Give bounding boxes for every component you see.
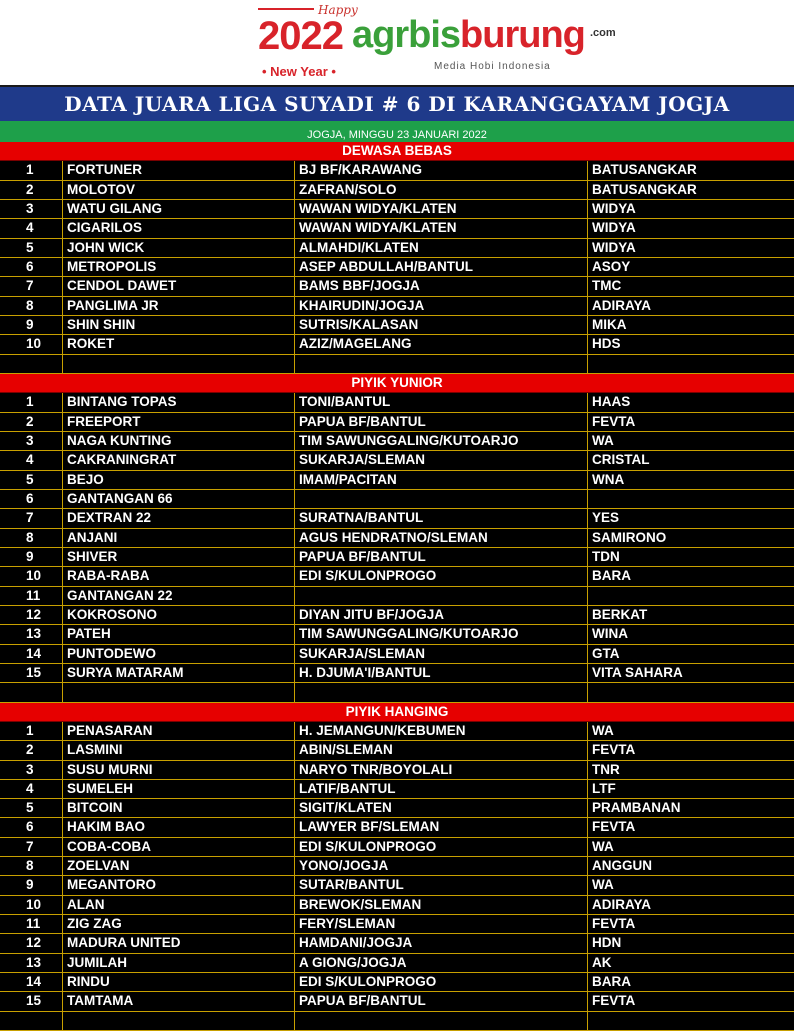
table-row bbox=[0, 664, 794, 683]
table-row bbox=[0, 181, 794, 200]
team-cell: WNA bbox=[592, 471, 625, 487]
section-title: PIYIK YUNIOR bbox=[351, 374, 443, 390]
rank-cell: 11 bbox=[0, 587, 63, 605]
owner-cell: TIM SAWUNGGALING/KUTOARJO bbox=[295, 625, 588, 643]
team-cell bbox=[588, 683, 794, 701]
owner-cell: HAMDANI/JOGJA bbox=[295, 934, 588, 952]
rank-cell: 8 bbox=[0, 857, 63, 875]
table-row bbox=[0, 277, 794, 296]
bird-name-cell: DEXTRAN 22 bbox=[63, 509, 295, 527]
bird-name-cell: FREEPORT bbox=[63, 413, 295, 431]
logo-decor-line bbox=[258, 8, 314, 10]
team-cell: ADIRAYA bbox=[592, 297, 652, 313]
owner-cell: SURATNA/BANTUL bbox=[295, 509, 588, 527]
owner-cell: SUKARJA/SLEMAN bbox=[295, 451, 588, 469]
table-row bbox=[0, 355, 794, 374]
rank-cell: 9 bbox=[0, 876, 63, 894]
section-title: PIYIK HANGING bbox=[345, 703, 449, 719]
team-cell: CRISTAL bbox=[592, 452, 650, 468]
bird-name-cell: PENASARAN bbox=[63, 722, 295, 740]
team-cell: TMC bbox=[592, 278, 622, 294]
rank-cell: 10 bbox=[0, 896, 63, 914]
team-cell: VITA SAHARA bbox=[592, 664, 683, 680]
table-row bbox=[0, 818, 794, 837]
owner-cell: EDI S/KULONPROGO bbox=[295, 973, 588, 991]
bird-name-cell: SHIVER bbox=[63, 548, 295, 566]
bird-name-cell: GANTANGAN 66 bbox=[63, 490, 295, 508]
rank-cell: 10 bbox=[0, 335, 63, 353]
owner-cell: H. DJUMA'I/BANTUL bbox=[295, 664, 588, 682]
bird-name-cell: WATU GILANG bbox=[63, 200, 295, 218]
team-cell: WA bbox=[592, 838, 614, 854]
owner-cell bbox=[295, 355, 588, 373]
bird-name-cell: ALAN bbox=[63, 896, 295, 914]
section-header bbox=[0, 142, 794, 161]
bird-name-cell: METROPOLIS bbox=[63, 258, 295, 276]
rank-cell: 12 bbox=[0, 606, 63, 624]
bird-name-cell: TAMTAMA bbox=[63, 992, 295, 1010]
bird-name-cell: ZOELVAN bbox=[63, 857, 295, 875]
table-row bbox=[0, 335, 794, 354]
team-cell: YES bbox=[592, 510, 620, 526]
rank-cell: 4 bbox=[0, 451, 63, 469]
table-row bbox=[0, 722, 794, 741]
owner-cell: WAWAN WIDYA/KLATEN bbox=[295, 200, 588, 218]
table-row bbox=[0, 915, 794, 934]
rank-cell: 4 bbox=[0, 780, 63, 798]
owner-cell: BREWOK/SLEMAN bbox=[295, 896, 588, 914]
team-cell: BARA bbox=[592, 568, 631, 584]
table-row bbox=[0, 161, 794, 180]
owner-cell: SUTRIS/KALASAN bbox=[295, 316, 588, 334]
owner-cell: EDI S/KULONPROGO bbox=[295, 838, 588, 856]
rank-cell: 2 bbox=[0, 413, 63, 431]
team-cell bbox=[588, 587, 794, 605]
bird-name-cell: JOHN WICK bbox=[63, 239, 295, 257]
team-cell: GTA bbox=[592, 645, 620, 661]
team-cell: FEVTA bbox=[592, 916, 636, 932]
bird-name-cell: FORTUNER bbox=[63, 161, 295, 179]
team-cell: AK bbox=[592, 954, 612, 970]
bird-name-cell: PUNTODEWO bbox=[63, 645, 295, 663]
results-table bbox=[0, 142, 794, 1031]
owner-cell: DIYAN JITU BF/JOGJA bbox=[295, 606, 588, 624]
table-row bbox=[0, 857, 794, 876]
page-title: DATA JUARA LIGA SUYADI # 6 DI KARANGGAYAM JOGJA bbox=[64, 92, 730, 116]
table-row bbox=[0, 645, 794, 664]
bird-name-cell: CENDOL DAWET bbox=[63, 277, 295, 295]
rank-cell: 14 bbox=[0, 645, 63, 663]
section-header bbox=[0, 703, 794, 722]
owner-cell: FERY/SLEMAN bbox=[295, 915, 588, 933]
rank-cell: 5 bbox=[0, 799, 63, 817]
logo-brand-burung: burung bbox=[460, 14, 585, 56]
logo-dotcom: .com bbox=[590, 27, 616, 39]
team-cell: HDN bbox=[592, 935, 622, 951]
table-row bbox=[0, 200, 794, 219]
owner-cell: PAPUA BF/BANTUL bbox=[295, 413, 588, 431]
rank-cell bbox=[0, 355, 63, 373]
bird-name-cell bbox=[63, 683, 295, 701]
rank-cell: 5 bbox=[0, 471, 63, 489]
table-row bbox=[0, 316, 794, 335]
team-cell: WIDYA bbox=[592, 239, 636, 255]
team-cell: BATUSANGKAR bbox=[592, 162, 697, 178]
rank-cell: 6 bbox=[0, 818, 63, 836]
bird-name-cell: NAGA KUNTING bbox=[63, 432, 295, 450]
team-cell: WA bbox=[592, 722, 614, 738]
bird-name-cell: BEJO bbox=[63, 471, 295, 489]
rank-cell: 3 bbox=[0, 200, 63, 218]
table-row bbox=[0, 896, 794, 915]
bird-name-cell: MADURA UNITED bbox=[63, 934, 295, 952]
owner-cell: PAPUA BF/BANTUL bbox=[295, 992, 588, 1010]
rank-cell bbox=[0, 683, 63, 701]
table-row bbox=[0, 490, 794, 509]
rank-cell: 6 bbox=[0, 490, 63, 508]
owner-cell: PAPUA BF/BANTUL bbox=[295, 548, 588, 566]
owner-cell: AGUS HENDRATNO/SLEMAN bbox=[295, 529, 588, 547]
team-cell: BARA bbox=[592, 974, 631, 990]
table-row bbox=[0, 529, 794, 548]
site-logo bbox=[0, 0, 794, 85]
table-row bbox=[0, 683, 794, 702]
bird-name-cell: LASMINI bbox=[63, 741, 295, 759]
owner-cell: SUTAR/BANTUL bbox=[295, 876, 588, 894]
logo-happy-text: Happy bbox=[318, 3, 358, 17]
rank-cell: 9 bbox=[0, 316, 63, 334]
bird-name-cell: SHIN SHIN bbox=[63, 316, 295, 334]
owner-cell: BAMS BBF/JOGJA bbox=[295, 277, 588, 295]
team-cell: FEVTA bbox=[592, 413, 636, 429]
bird-name-cell: PATEH bbox=[63, 625, 295, 643]
bird-name-cell: ZIG ZAG bbox=[63, 915, 295, 933]
owner-cell: TIM SAWUNGGALING/KUTOARJO bbox=[295, 432, 588, 450]
team-cell: FEVTA bbox=[592, 993, 636, 1009]
bird-name-cell: RABA-RABA bbox=[63, 567, 295, 585]
team-cell: HAAS bbox=[592, 394, 631, 410]
bird-name-cell: HAKIM BAO bbox=[63, 818, 295, 836]
team-cell: FEVTA bbox=[592, 819, 636, 835]
event-date: JOGJA, MINGGU 23 JANUARI 2022 bbox=[0, 128, 794, 142]
rank-cell: 4 bbox=[0, 219, 63, 237]
table-row bbox=[0, 219, 794, 238]
owner-cell: WAWAN WIDYA/KLATEN bbox=[295, 219, 588, 237]
table-row bbox=[0, 876, 794, 895]
rank-cell bbox=[0, 1012, 63, 1030]
table-row bbox=[0, 761, 794, 780]
rank-cell: 2 bbox=[0, 181, 63, 199]
table-row bbox=[0, 741, 794, 760]
team-cell: TDN bbox=[592, 548, 620, 564]
logo-tagline: Media Hobi Indonesia bbox=[434, 61, 551, 72]
rank-cell: 6 bbox=[0, 258, 63, 276]
bird-name-cell: BINTANG TOPAS bbox=[63, 393, 295, 411]
owner-cell: NARYO TNR/BOYOLALI bbox=[295, 761, 588, 779]
bird-name-cell: CIGARILOS bbox=[63, 219, 295, 237]
rank-cell: 7 bbox=[0, 509, 63, 527]
team-cell bbox=[588, 490, 794, 508]
owner-cell: ASEP ABDULLAH/BANTUL bbox=[295, 258, 588, 276]
table-row bbox=[0, 973, 794, 992]
team-cell: ASOY bbox=[592, 258, 631, 274]
logo-brand bbox=[352, 14, 585, 57]
rank-cell: 9 bbox=[0, 548, 63, 566]
owner-cell: LATIF/BANTUL bbox=[295, 780, 588, 798]
owner-cell: H. JEMANGUN/KEBUMEN bbox=[295, 722, 588, 740]
team-cell bbox=[588, 355, 794, 373]
rank-cell: 1 bbox=[0, 393, 63, 411]
owner-cell: A GIONG/JOGJA bbox=[295, 954, 588, 972]
rank-cell: 14 bbox=[0, 973, 63, 991]
rank-cell: 5 bbox=[0, 239, 63, 257]
logo-new-year-text: New Year bbox=[270, 64, 328, 79]
table-row bbox=[0, 548, 794, 567]
bird-name-cell: RINDU bbox=[63, 973, 295, 991]
team-cell: WA bbox=[592, 432, 614, 448]
bird-name-cell: KOKROSONO bbox=[63, 606, 295, 624]
rank-cell: 7 bbox=[0, 838, 63, 856]
rank-cell: 1 bbox=[0, 722, 63, 740]
rank-cell: 7 bbox=[0, 277, 63, 295]
table-row bbox=[0, 471, 794, 490]
owner-cell: LAWYER BF/SLEMAN bbox=[295, 818, 588, 836]
owner-cell bbox=[295, 683, 588, 701]
rank-cell: 8 bbox=[0, 297, 63, 315]
bird-name-cell: CAKRANINGRAT bbox=[63, 451, 295, 469]
bird-name-cell: MEGANTORO bbox=[63, 876, 295, 894]
rank-cell: 2 bbox=[0, 741, 63, 759]
owner-cell: SIGIT/KLATEN bbox=[295, 799, 588, 817]
team-cell bbox=[588, 1012, 794, 1030]
bird-name-cell: ROKET bbox=[63, 335, 295, 353]
logo-brand-bis: bis bbox=[408, 14, 461, 56]
owner-cell bbox=[295, 1012, 588, 1030]
owner-cell: AZIZ/MAGELANG bbox=[295, 335, 588, 353]
owner-cell bbox=[295, 490, 588, 508]
bird-name-cell bbox=[63, 355, 295, 373]
table-row bbox=[0, 934, 794, 953]
owner-cell: IMAM/PACITAN bbox=[295, 471, 588, 489]
owner-cell: SUKARJA/SLEMAN bbox=[295, 645, 588, 663]
bird-name-cell: COBA-COBA bbox=[63, 838, 295, 856]
owner-cell: BJ BF/KARAWANG bbox=[295, 161, 588, 179]
team-cell: PRAMBANAN bbox=[592, 800, 681, 816]
team-cell: SAMIRONO bbox=[592, 529, 667, 545]
team-cell: LTF bbox=[592, 780, 616, 796]
bird-name-cell: MOLOTOV bbox=[63, 181, 295, 199]
table-row bbox=[0, 838, 794, 857]
rank-cell: 12 bbox=[0, 934, 63, 952]
team-cell: BERKAT bbox=[592, 606, 648, 622]
team-cell: WA bbox=[592, 877, 614, 893]
owner-cell: ABIN/SLEMAN bbox=[295, 741, 588, 759]
bird-name-cell: BITCOIN bbox=[63, 799, 295, 817]
logo-brand-agr: agr bbox=[352, 14, 409, 56]
owner-cell: YONO/JOGJA bbox=[295, 857, 588, 875]
table-row bbox=[0, 1012, 794, 1031]
owner-cell: EDI S/KULONPROGO bbox=[295, 567, 588, 585]
rank-cell: 13 bbox=[0, 954, 63, 972]
table-row bbox=[0, 954, 794, 973]
table-row bbox=[0, 625, 794, 644]
owner-cell bbox=[295, 587, 588, 605]
rank-cell: 10 bbox=[0, 567, 63, 585]
bird-name-cell: GANTANGAN 22 bbox=[63, 587, 295, 605]
bird-name-cell: SURYA MATARAM bbox=[63, 664, 295, 682]
table-row bbox=[0, 413, 794, 432]
table-row bbox=[0, 239, 794, 258]
rank-cell: 3 bbox=[0, 432, 63, 450]
table-row bbox=[0, 393, 794, 412]
table-row bbox=[0, 780, 794, 799]
table-row bbox=[0, 509, 794, 528]
green-divider bbox=[0, 121, 794, 128]
bird-name-cell: PANGLIMA JR bbox=[63, 297, 295, 315]
rank-cell: 1 bbox=[0, 161, 63, 179]
owner-cell: TONI/BANTUL bbox=[295, 393, 588, 411]
bird-name-cell: ANJANI bbox=[63, 529, 295, 547]
team-cell: ANGGUN bbox=[592, 858, 652, 874]
logo-new-year: • New Year • bbox=[262, 64, 336, 79]
section-header bbox=[0, 374, 794, 393]
table-row bbox=[0, 432, 794, 451]
team-cell: HDS bbox=[592, 336, 621, 352]
team-cell: MIKA bbox=[592, 316, 627, 332]
rank-cell: 8 bbox=[0, 529, 63, 547]
team-cell: WIDYA bbox=[592, 220, 636, 236]
bird-name-cell: JUMILAH bbox=[63, 954, 295, 972]
table-row bbox=[0, 258, 794, 277]
team-cell: WINA bbox=[592, 626, 628, 642]
bird-name-cell: SUMELEH bbox=[63, 780, 295, 798]
team-cell: ADIRAYA bbox=[592, 896, 652, 912]
table-row bbox=[0, 606, 794, 625]
rank-cell: 15 bbox=[0, 992, 63, 1010]
owner-cell: ALMAHDI/KLATEN bbox=[295, 239, 588, 257]
section-title: DEWASA BEBAS bbox=[342, 143, 452, 158]
owner-cell: KHAIRUDIN/JOGJA bbox=[295, 297, 588, 315]
rank-cell: 11 bbox=[0, 915, 63, 933]
table-row bbox=[0, 567, 794, 586]
team-cell: TNR bbox=[592, 761, 620, 777]
team-cell: BATUSANGKAR bbox=[592, 181, 697, 197]
table-row bbox=[0, 799, 794, 818]
rank-cell: 3 bbox=[0, 761, 63, 779]
rank-cell: 13 bbox=[0, 625, 63, 643]
table-row bbox=[0, 992, 794, 1011]
table-row bbox=[0, 587, 794, 606]
team-cell: FEVTA bbox=[592, 742, 636, 758]
table-row bbox=[0, 297, 794, 316]
logo-year: 2022 bbox=[258, 14, 343, 58]
bird-name-cell: SUSU MURNI bbox=[63, 761, 295, 779]
page-title-bar bbox=[0, 85, 794, 121]
owner-cell: ZAFRAN/SOLO bbox=[295, 181, 588, 199]
rank-cell: 15 bbox=[0, 664, 63, 682]
bird-name-cell bbox=[63, 1012, 295, 1030]
team-cell: WIDYA bbox=[592, 200, 636, 216]
table-row bbox=[0, 451, 794, 470]
